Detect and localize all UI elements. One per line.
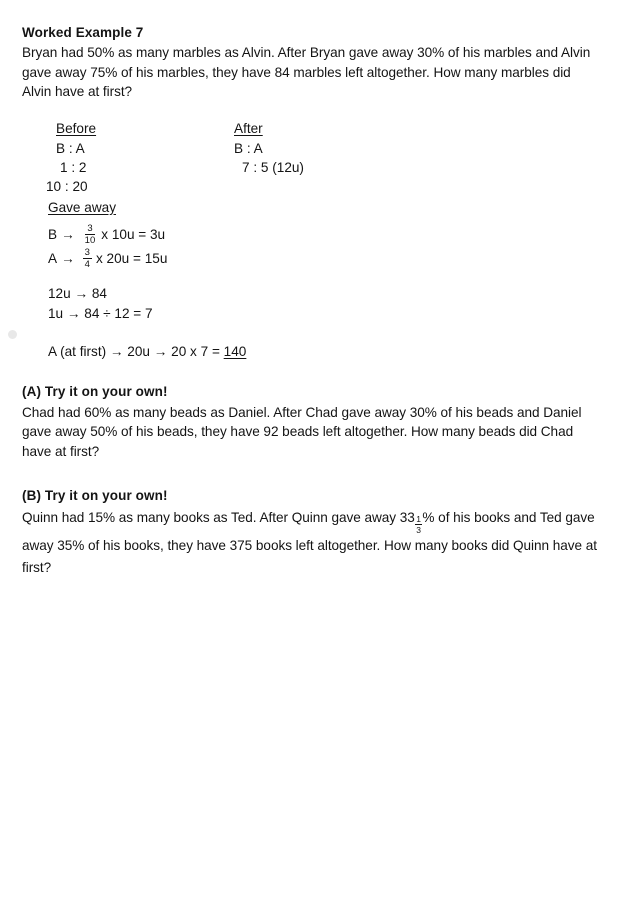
fraction-three-tenths [83,224,98,246]
final-answer-prefix: A (at first) → 20u → 20 x 7 = [48,343,224,359]
practice-a-heading: (A) Try it on your own! [22,383,168,399]
scan-artifact [8,330,17,339]
ratio-after-labels: B : A [234,140,263,156]
ratio-after-values: 7 : 5 (12u) [242,159,304,175]
practice-b-section [22,487,599,579]
ratio-column-before [42,119,96,196]
gave-away-line-b [48,224,599,246]
ratio-before-multiplied: 10 : 20 [46,178,88,194]
fraction-numerator: 3 [87,222,93,234]
gave-away-a-expression: x 20u = 15u [95,250,168,266]
practice-b-text-part1: Quinn had 15% as many books as Ted. After Quinn gave away 33 [22,510,415,525]
fraction-denominator: 10 [84,235,96,246]
gave-away-b-expression: x 10u = 3u [101,226,166,242]
fraction-denominator: 4 [84,259,90,270]
arrow-icon: → [61,250,75,266]
fraction-numerator: 3 [84,246,90,258]
practice-b-text-part2: % of his books and Ted gave away 35% of his books, they have 375 books left altogether. How many books did Quinn have at first? [22,510,598,576]
ratio-before-labels: B : A [56,140,85,156]
ratio-after-title: After [234,120,263,136]
gave-away-a-subject: A [48,250,58,266]
gave-away-line-a [48,248,599,270]
fraction-one-third [415,515,422,534]
gave-away-title: Gave away [48,199,117,215]
ratio-before-title: Before [56,120,97,136]
worked-example-section [22,24,599,359]
unit-line: 1u → 84 ÷ 12 = 7 [48,305,153,321]
practice-a-section [22,383,599,462]
gave-away-b-subject: B [48,226,58,242]
final-answer-value: 140 [223,343,247,359]
gave-away-block [22,197,599,270]
unit-conversion-block [22,284,599,324]
ratio-column-after [220,119,304,177]
fraction-numerator: 1 [416,514,421,525]
final-answer-line [22,344,599,359]
practice-b-heading: (B) Try it on your own! [22,488,168,503]
ratio-table [22,119,599,194]
worked-example-problem-text: Bryan had 50% as many marbles as Alvin. After Bryan gave away 30% of his marbles and Alvin gave away 75% of his marbles, they have 84 marbles left altogether. How many marbles did Alvin have at first? [22,45,591,99]
ratio-before-values: 1 : 2 [60,159,87,175]
practice-a-problem-text: Chad had 60% as many beads as Daniel. After Chad gave away 30% of his beads and Daniel gave away 50% of his beads, they have 92 beads left altogether. How many beads did Chad have at first? [22,404,582,459]
fraction-denominator: 3 [416,524,421,535]
worked-example-heading: Worked Example 7 [22,25,144,40]
practice-b-problem-text [22,507,599,579]
fraction-three-quarters [83,248,92,270]
unit-line: 12u → 84 [48,285,107,301]
arrow-icon: → [61,226,75,242]
